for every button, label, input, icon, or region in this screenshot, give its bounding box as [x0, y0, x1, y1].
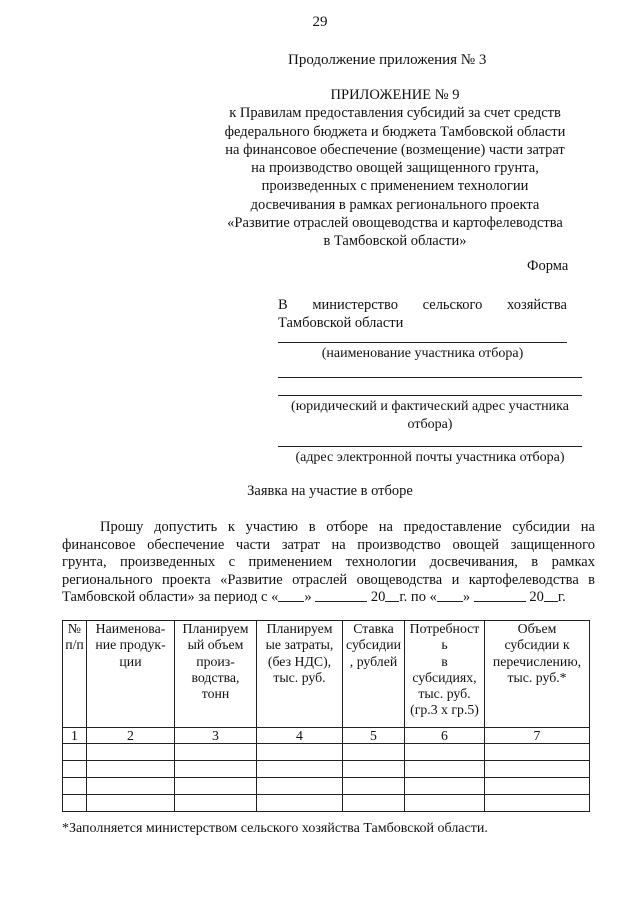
word: субсидии	[512, 519, 571, 535]
table-row	[63, 744, 590, 761]
participant-name-field[interactable]	[278, 342, 567, 343]
start-day-field[interactable]	[278, 589, 304, 602]
table-cell[interactable]	[87, 778, 175, 795]
end-day-field[interactable]	[437, 589, 463, 602]
table-cell[interactable]	[405, 795, 485, 812]
word: овощей	[452, 536, 500, 553]
participant-email-field[interactable]	[278, 446, 582, 447]
participant-name-caption: (наименование участника отбора)	[321, 346, 524, 361]
table-row	[63, 795, 590, 812]
period-text: Тамбовской области» за период с «	[62, 589, 279, 606]
table-cell[interactable]	[343, 744, 405, 761]
participant-address-field-1[interactable]	[278, 377, 582, 378]
table-row	[63, 778, 590, 795]
table-cell[interactable]	[87, 744, 175, 761]
addressee-word: министерство	[312, 297, 398, 313]
caption-line: (юридический и фактический адрес участника	[291, 399, 569, 414]
table-cell[interactable]	[405, 778, 485, 795]
table-cell[interactable]	[485, 778, 590, 795]
request-paragraph	[62, 519, 595, 607]
table-cell[interactable]	[87, 761, 175, 778]
word: к	[227, 519, 235, 535]
table-cell[interactable]	[257, 761, 343, 778]
word: на	[331, 536, 346, 553]
table-cell[interactable]	[63, 778, 87, 795]
addressee-block	[278, 296, 567, 332]
word: применением	[248, 554, 333, 571]
subsidy-table	[62, 620, 590, 812]
header-cell: Объем субсидии к перечислению, тыс. руб.*	[485, 621, 590, 728]
period-text: »	[462, 589, 474, 606]
word: финансовое	[62, 536, 136, 553]
table-cell[interactable]	[485, 761, 590, 778]
word: участию	[245, 519, 299, 535]
column-number-row	[63, 728, 590, 744]
table-cell[interactable]	[63, 795, 87, 812]
word: Прошу	[100, 519, 144, 535]
word: в	[531, 554, 539, 571]
word: картофелеводства	[468, 571, 579, 588]
table-cell[interactable]	[63, 761, 87, 778]
column-number: 3	[175, 728, 257, 744]
addressee-region: Тамбовской области	[278, 315, 404, 331]
paragraph-line	[62, 554, 595, 572]
header-cell: Наименова- ние продук- ции	[87, 621, 175, 728]
start-month-field[interactable]	[315, 589, 367, 602]
word: проекта	[162, 571, 211, 588]
table-cell[interactable]	[175, 795, 257, 812]
appendix-line: на производство овощей защищенного грунта,	[251, 160, 539, 177]
table-cell[interactable]	[405, 744, 485, 761]
word: отборе	[326, 519, 368, 535]
table-cell[interactable]	[87, 795, 175, 812]
paragraph-line	[62, 519, 595, 537]
start-year-field[interactable]	[385, 589, 399, 602]
appendix-line: досвечивания в рамках регионального проекта	[250, 196, 540, 213]
participant-address-caption	[278, 398, 582, 434]
column-number: 1	[63, 728, 87, 744]
word: с	[228, 554, 235, 571]
word: на	[378, 519, 393, 535]
table-cell[interactable]	[257, 778, 343, 795]
addressee-line	[278, 296, 567, 314]
table-cell[interactable]	[485, 744, 590, 761]
appendix-line: произведенных с применением технологии	[261, 178, 529, 195]
table-cell[interactable]	[63, 744, 87, 761]
period-text: 20	[367, 589, 386, 606]
end-year-field[interactable]	[544, 589, 558, 602]
header-cell: Планируем ые затраты, (без НДС), тыс. руб.	[257, 621, 343, 728]
header-cell: Планируем ый объем произ- водства, тонн	[175, 621, 257, 728]
appendix-line: в Тамбовской области»	[323, 233, 467, 250]
word: обеспечение	[147, 536, 225, 553]
word: досвечивания,	[429, 554, 518, 571]
header-cell: № п/п	[63, 621, 87, 728]
word: грунта,	[62, 554, 107, 571]
table-cell[interactable]	[257, 744, 343, 761]
period-text: г.	[557, 589, 566, 606]
appendix-line: федерального бюджета и бюджета Тамбовской области	[224, 123, 566, 140]
word: «Развитие	[220, 571, 283, 588]
word: предоставление	[403, 519, 502, 535]
header-cell: Ставка субсидии , рублей	[343, 621, 405, 728]
word: в	[588, 571, 595, 588]
paragraph-line	[62, 572, 595, 590]
caption-line: отбора)	[407, 417, 453, 432]
paragraph-line	[62, 537, 595, 555]
document-title: Заявка на участие в отборе	[247, 483, 413, 499]
appendix-title: ПРИЛОЖЕНИЕ № 9	[330, 87, 460, 103]
period-text: »	[304, 589, 316, 606]
period-text: г. по «	[399, 589, 437, 606]
table-cell[interactable]	[175, 761, 257, 778]
participant-address-field-2[interactable]	[278, 395, 582, 396]
appendix-line: к Правилам предоставления субсидий за счет средств	[229, 105, 561, 122]
form-label: Форма	[527, 258, 569, 274]
table-cell[interactable]	[343, 778, 405, 795]
word: технологии	[345, 554, 417, 571]
word: допустить	[154, 519, 218, 535]
column-number: 6	[405, 728, 485, 744]
word: регионального	[62, 571, 153, 588]
word: затрат	[281, 536, 320, 553]
addressee-word: хозяйства	[507, 297, 567, 313]
header-cell: Потребност ь в субсидиях, тыс. руб. (гр.3 х гр.5)	[405, 621, 485, 728]
participant-email-caption: (адрес электронной почты участника отбора)	[295, 450, 565, 465]
word: рамках	[551, 554, 595, 571]
table-cell[interactable]	[175, 778, 257, 795]
appendix-line: на финансовое обеспечение (возмещение) части затрат	[225, 141, 565, 158]
appendix-continuation: Продолжение приложения № 3	[288, 52, 487, 68]
word: части	[235, 536, 271, 553]
end-month-field[interactable]	[474, 589, 526, 602]
table-cell[interactable]	[405, 761, 485, 778]
period-text: 20	[525, 589, 544, 606]
column-number: 5	[343, 728, 405, 744]
addressee-word: В	[278, 297, 288, 313]
word: на	[580, 519, 595, 535]
paragraph-line	[62, 589, 595, 607]
word: овощеводства	[356, 571, 443, 588]
word: защищенного	[510, 536, 595, 553]
word: производство	[357, 536, 441, 553]
appendix-header	[150, 86, 640, 251]
table-cell[interactable]	[257, 795, 343, 812]
page-number: 29	[312, 14, 328, 30]
column-number: 7	[485, 728, 590, 744]
table-row	[63, 761, 590, 778]
word: в	[308, 519, 316, 535]
table-cell[interactable]	[485, 795, 590, 812]
addressee-word: сельского	[422, 297, 483, 313]
table-header-row	[63, 621, 590, 728]
column-number: 4	[257, 728, 343, 744]
word: отраслей	[292, 571, 348, 588]
word: произведенных	[120, 554, 216, 571]
column-number: 2	[87, 728, 175, 744]
word: и	[451, 571, 460, 588]
appendix-line: «Развитие отраслей овощеводства и картофелеводства	[227, 215, 563, 232]
footnote: *Заполняется министерством сельского хозяйства Тамбовской области.	[62, 821, 488, 836]
table-cell[interactable]	[343, 761, 405, 778]
table-cell[interactable]	[175, 744, 257, 761]
table-cell[interactable]	[343, 795, 405, 812]
